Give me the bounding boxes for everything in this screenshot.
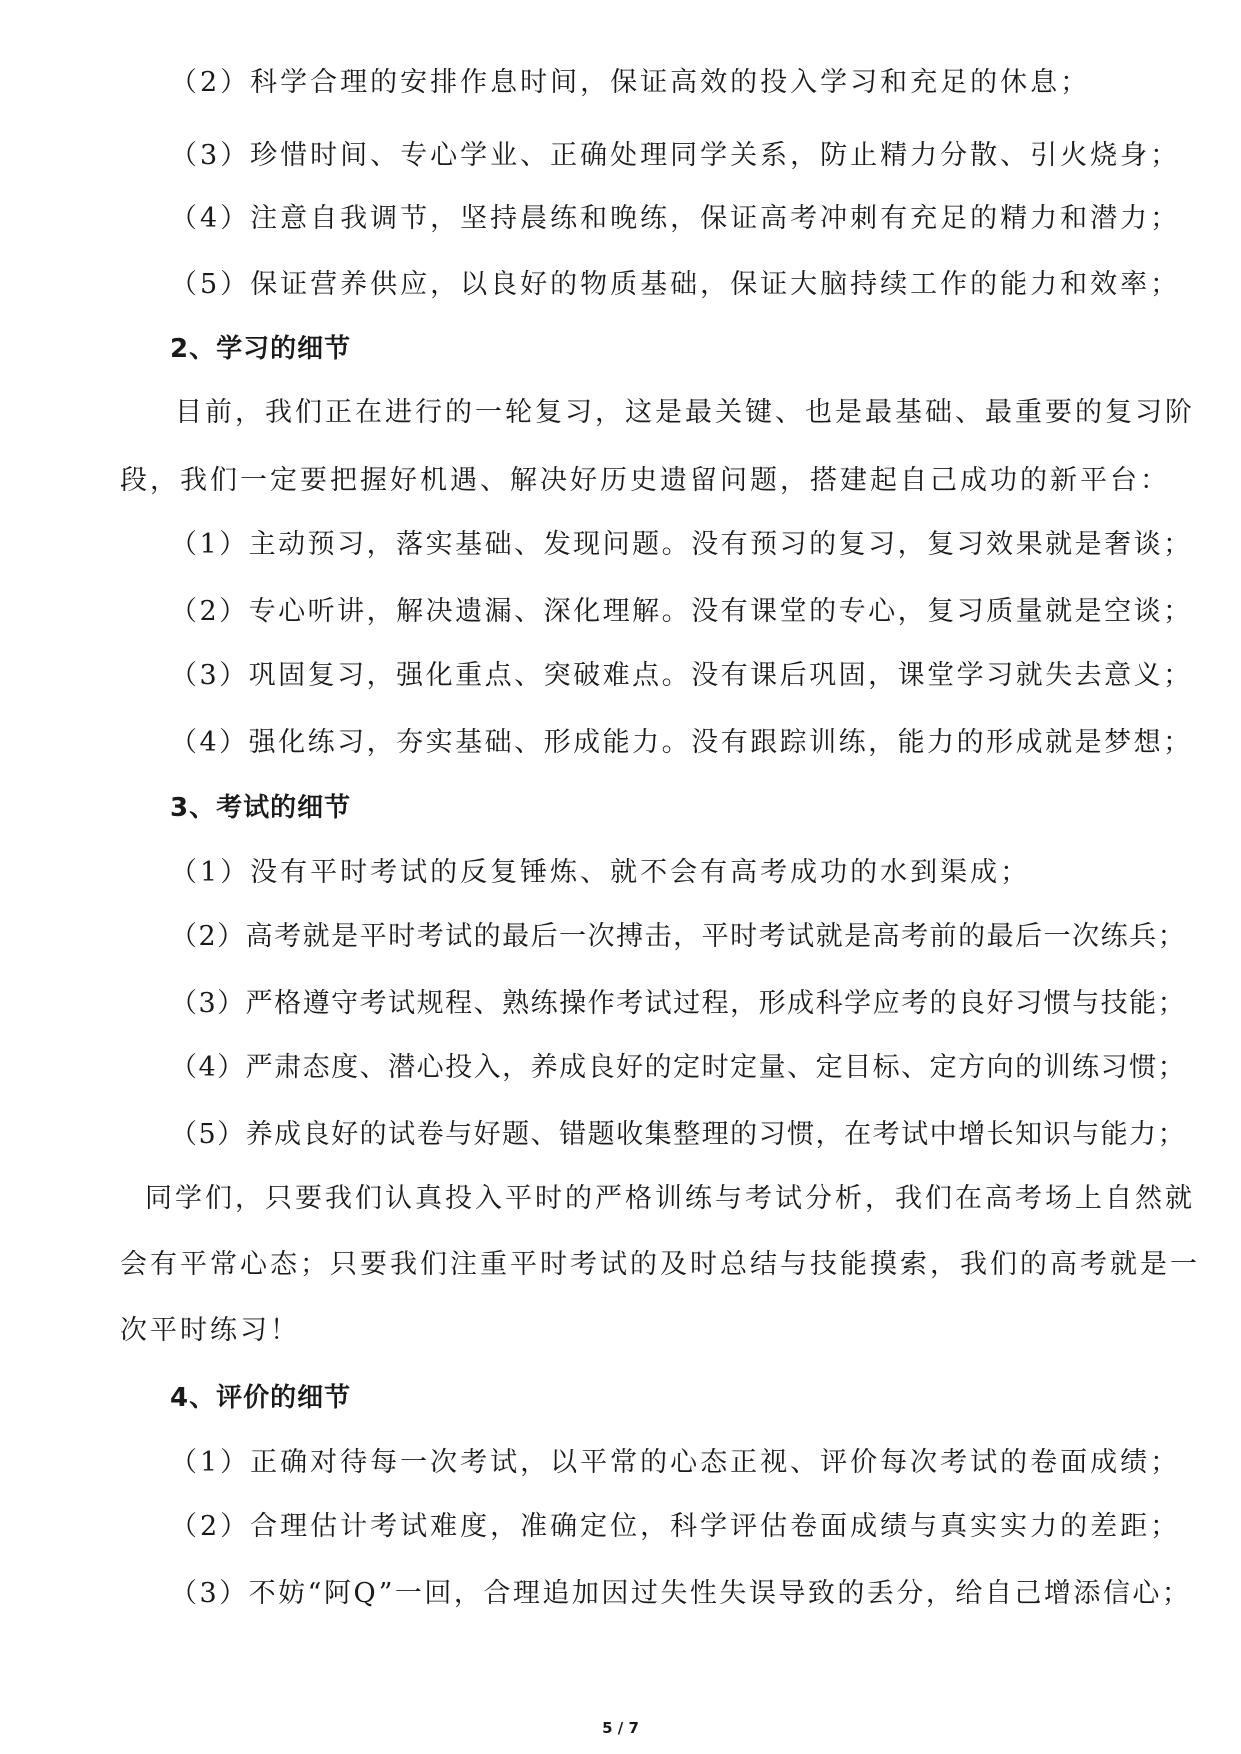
section-heading-evaluation: 4、评价的细节 bbox=[170, 1383, 352, 1413]
exam-closing-line-1: 同学们，只要我们认真投入平时的严格训练与考试分析，我们在高考场上自然就 bbox=[145, 1183, 1195, 1214]
rest-item-5: （5）保证营养供应，以良好的物质基础，保证大脑持续工作的能力和效率； bbox=[170, 269, 1181, 300]
section-heading-study: 2、学习的细节 bbox=[170, 334, 352, 364]
study-intro-line-2: 段，我们一定要把握好机遇、解决好历史遗留问题，搭建起自己成功的新平台： bbox=[120, 465, 1170, 496]
study-item-2: （2）专心听讲，解决遗漏、深化理解。没有课堂的专心，复习质量就是空谈； bbox=[170, 596, 1193, 627]
evaluation-item-1: （1）正确对待每一次考试，以平常的心态正视、评价每次考试的卷面成绩； bbox=[170, 1447, 1181, 1478]
study-item-1: （1）主动预习，落实基础、发现问题。没有预习的复习，复习效果就是奢谈； bbox=[170, 529, 1193, 560]
exam-item-5: （5）养成良好的试卷与好题、错题收集整理的习惯，在考试中增长知识与能力； bbox=[170, 1119, 1187, 1150]
rest-item-3: （3）珍惜时间、专心学业、正确处理同学关系，防止精力分散、引火烧身； bbox=[170, 140, 1181, 171]
evaluation-item-3: （3）不妨“阿Q”一回，合理追加因过失性失误导致的丢分，给自己增添信心； bbox=[170, 1578, 1192, 1609]
exam-item-3: （3）严格遵守考试规程、熟练操作考试过程，形成科学应考的良好习惯与技能； bbox=[170, 988, 1187, 1019]
study-intro-line-1: 目前，我们正在进行的一轮复习，这是最关键、也是最基础、最重要的复习阶 bbox=[175, 397, 1195, 428]
study-item-4: （4）强化练习，夯实基础、形成能力。没有跟踪训练，能力的形成就是梦想； bbox=[170, 727, 1193, 758]
section-heading-exam: 3、考试的细节 bbox=[170, 793, 352, 823]
exam-item-1: （1）没有平时考试的反复锤炼、就不会有高考成功的水到渠成； bbox=[170, 857, 1031, 888]
evaluation-item-2: （2）合理估计考试难度，准确定位，科学评估卷面成绩与真实实力的差距； bbox=[170, 1511, 1181, 1542]
exam-item-2: （2）高考就是平时考试的最后一次搏击，平时考试就是高考前的最后一次练兵； bbox=[170, 921, 1187, 952]
exam-closing-line-2: 会有平常心态；只要我们注重平时考试的及时总结与技能摸索，我们的高考就是一 bbox=[120, 1249, 1200, 1280]
exam-item-4: （4）严肃态度、潜心投入，养成良好的定时定量、定目标、定方向的训练习惯； bbox=[170, 1052, 1187, 1083]
exam-closing-line-3: 次平时练习！ bbox=[120, 1315, 300, 1346]
rest-item-2: （2）科学合理的安排作息时间，保证高效的投入学习和充足的休息； bbox=[170, 67, 1091, 98]
study-item-3: （3）巩固复习，强化重点、突破难点。没有课后巩固，课堂学习就失去意义； bbox=[170, 660, 1193, 691]
page-number: 5 / 7 bbox=[602, 1719, 639, 1737]
rest-item-4: （4）注意自我调节，坚持晨练和晚练，保证高考冲刺有充足的精力和潜力； bbox=[170, 203, 1181, 234]
